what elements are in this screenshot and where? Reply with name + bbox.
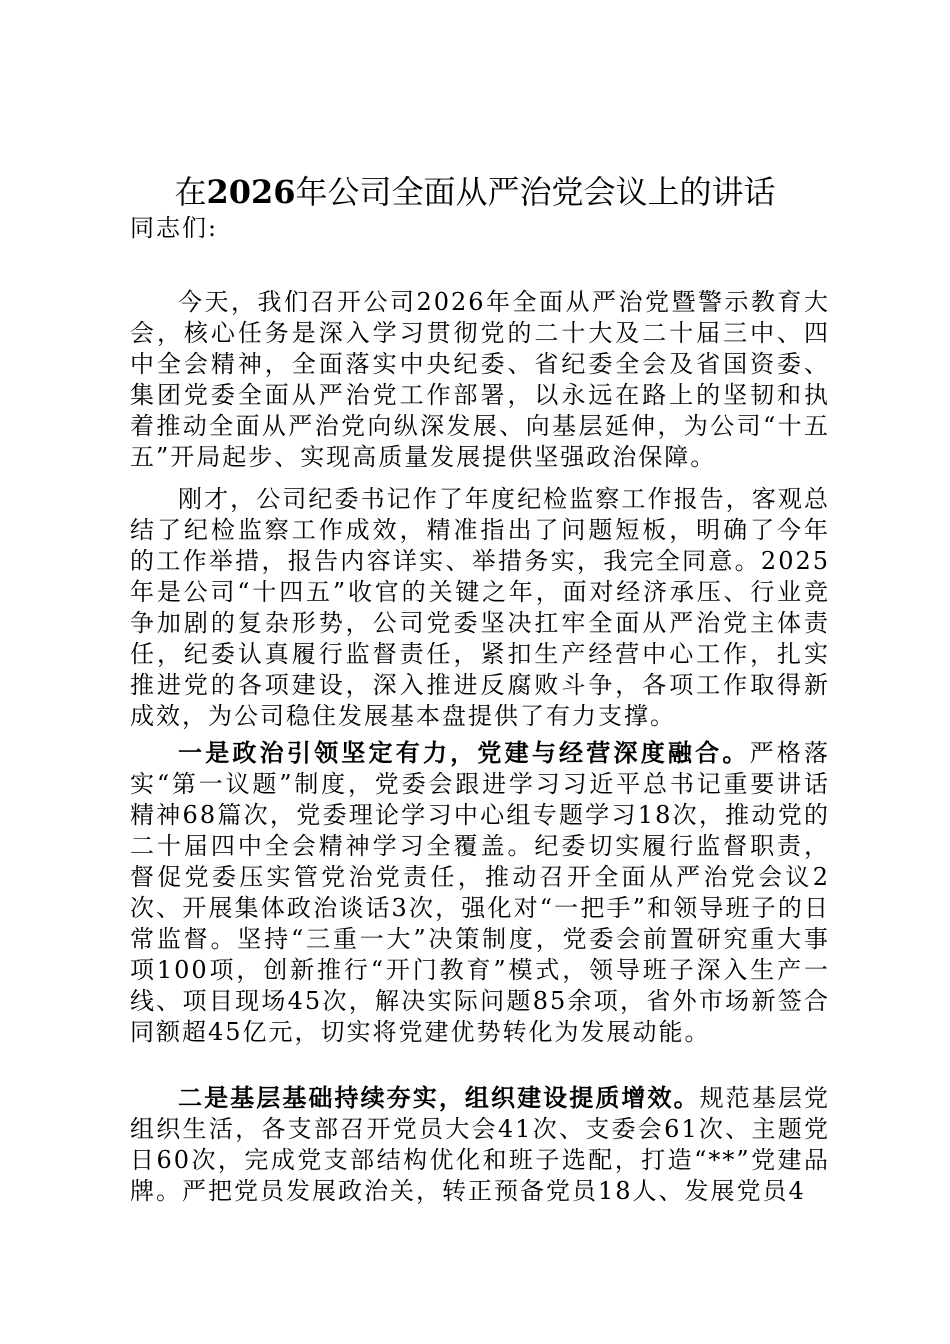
- paragraph-text: 今天，我们召开公司2026年全面从严治党暨警示教育大会，核心任务是深入学习贯彻党的二十大及二十届三中、四中全会精神，全面落实中央纪委、省纪委全会及省国资委、集团党委全面从严治党工作部署，以永远在路上的坚韧和执着推动全面从严治党向纵深发展、向基层延伸，为公司“十五五”开局起步、实现高质量发展提供坚强政治保障。: [130, 288, 830, 471]
- paragraph-text: 严格落实“第一议题”制度，党委会跟进学习习近平总书记重要讲话精神68篇次，党委理论学习中心组专题学习18次，推动党的二十届四中全会精神学习全覆盖。纪委切实履行监督职责，督促党委压实管党治党责任，推动召开全面从严治党会议2次、开展集体政治谈话3次，强化对“一把手”和领导班子的日常监督。坚持“三重一大”决策制度，党委会前置研究重大事项100项，创新推行“开门教育”模式，领导班子深入生产一线、项目现场45次，解决实际问题85余项，省外市场新签合同额超45亿元，切实将党建优势转化为发展动能。: [130, 739, 831, 1046]
- paragraph-point-two: [130, 1082, 830, 1207]
- title-prefix: 在: [174, 173, 207, 211]
- paragraph-text: 规范基层党组织生活，各支部召开党员大会41次、支委会61次、主题党日60次，完成党支部结构优化和班子选配，打造“**”党建品牌。严把党员发展政治关，转正预备党员18人、发展党员4: [130, 1084, 831, 1205]
- salutation: 同志们:: [130, 214, 219, 242]
- paragraph-opening: [130, 287, 830, 473]
- document-title: [100, 170, 850, 214]
- title-year: 2026: [206, 173, 296, 211]
- title-suffix: 年公司全面从严治党会议上的讲话: [295, 173, 776, 211]
- paragraph-review: [130, 484, 830, 732]
- paragraph-text: 刚才，公司纪委书记作了年度纪检监察工作报告，客观总结了纪检监察工作成效，精准指出了问题短板，明确了今年的工作举措，报告内容详实、举措务实，我完全同意。2025年是公司“十四五”收官的关键之年，面对经济承压、行业竞争加剧的复杂形势，公司党委坚决扛牢全面从严治党主体责任，纪委认真履行监督责任，紧扣生产经营中心工作，扎实推进党的各项建设，深入推进反腐败斗争，各项工作取得新成效，为公司稳住发展基本盘提供了有力支撑。: [130, 485, 830, 730]
- paragraph-lead: 二是基层基础持续夯实，组织建设提质增效。: [178, 1083, 700, 1112]
- paragraph-lead: 一是政治引领坚定有力，党建与经营深度融合。: [178, 738, 750, 767]
- paragraph-point-one: [130, 737, 830, 1048]
